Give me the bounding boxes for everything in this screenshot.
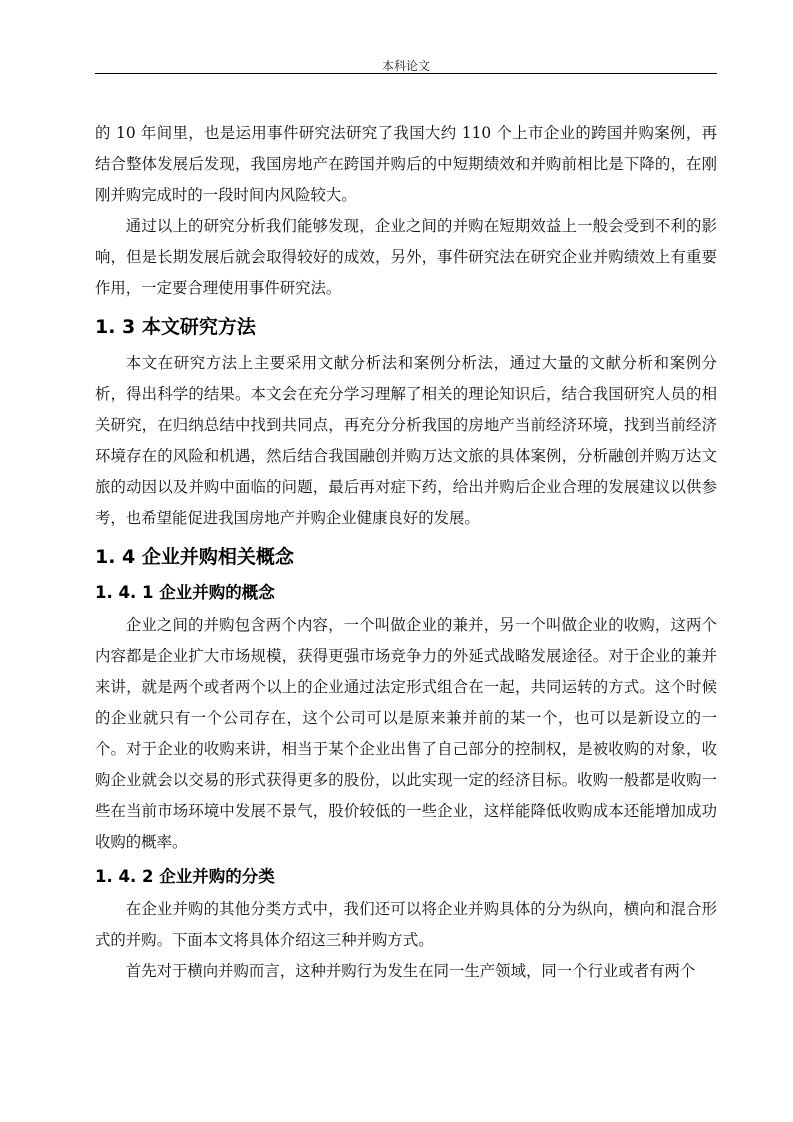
section-heading-1-4: 1. 4 企业并购相关概念	[95, 546, 294, 568]
paragraph: 在企业并购的其他分类方式中，我们还可以将企业并购具体的分为纵向，横向和混合形式的并购。下面本文将具体介绍这三种并购方式。	[95, 900, 717, 949]
paragraph: 的 10 年间里，也是运用事件研究法研究了我国大约 110 个上市企业的跨国并购案例，再结合整体发展后发现，我国房地产在跨国并购后的中短期绩效和并购前相比是下降的，在刚刚并购完成时的一段时间内风险较大。	[95, 124, 717, 204]
section-heading-1-3: 1. 3 本文研究方法	[95, 316, 256, 338]
subsection-heading-1-4-1: 1. 4. 1 企业并购的概念	[95, 583, 275, 602]
paragraph: 通过以上的研究分析我们能够发现，企业之间的并购在短期效益上一般会受到不利的影响，但是长期发展后就会取得较好的成效，另外，事件研究法在研究企业并购绩效上有重要作用，一定要合理使用事件研究法。	[95, 217, 717, 297]
page-header-title: 本科论文	[381, 59, 430, 73]
paragraph: 企业之间的并购包含两个内容，一个叫做企业的兼并，另一个叫做企业的收购，这两个内容都是企业扩大市场规模，获得更强市场竞争力的外延式战略发展途径。对于企业的兼并来讲，就是两个或者两个以上的企业通过法定形式组合在一起，共同运转的方式。这个时候的企业就只有一个公司存在，这个公司可以是原来兼并前的某一个，也可以是新设立的一个。对于企业的收购来讲，相当于某个企业出售了自己部分的控制权，是被收购的对象，收购企业就会以交易的形式获得更多的股份，以此实现一定的经济目标。收购一般都是收购一些在当前市场环境中发展不景气，股价较低的一些企业，这样能降低收购成本还能增加成功收购的概率。	[95, 616, 717, 851]
subsection-heading-1-4-2: 1. 4. 2 企业并购的分类	[95, 867, 275, 886]
paragraph: 本文在研究方法上主要采用文献分析法和案例分析法，通过大量的文献分析和案例分析，得出科学的结果。本文会在充分学习理解了相关的理论知识后，结合我国研究人员的相关研究，在归纳总结中找到共同点，再充分分析我国的房地产当前经济环境，找到当前经济环境存在的风险和机遇，然后结合我国融创并购万达文旅的具体案例，分析融创并购万达文旅的动因以及并购中面临的问题，最后再对症下药，给出并购后企业合理的发展建议以供参考，也希望能促进我国房地产并购企业健康良好的发展。	[95, 354, 717, 527]
paragraph: 首先对于横向并购而言，这种并购行为发生在同一生产领域，同一个行业或者有两个	[125, 962, 696, 980]
document-body	[95, 118, 717, 987]
header-divider	[95, 73, 717, 74]
